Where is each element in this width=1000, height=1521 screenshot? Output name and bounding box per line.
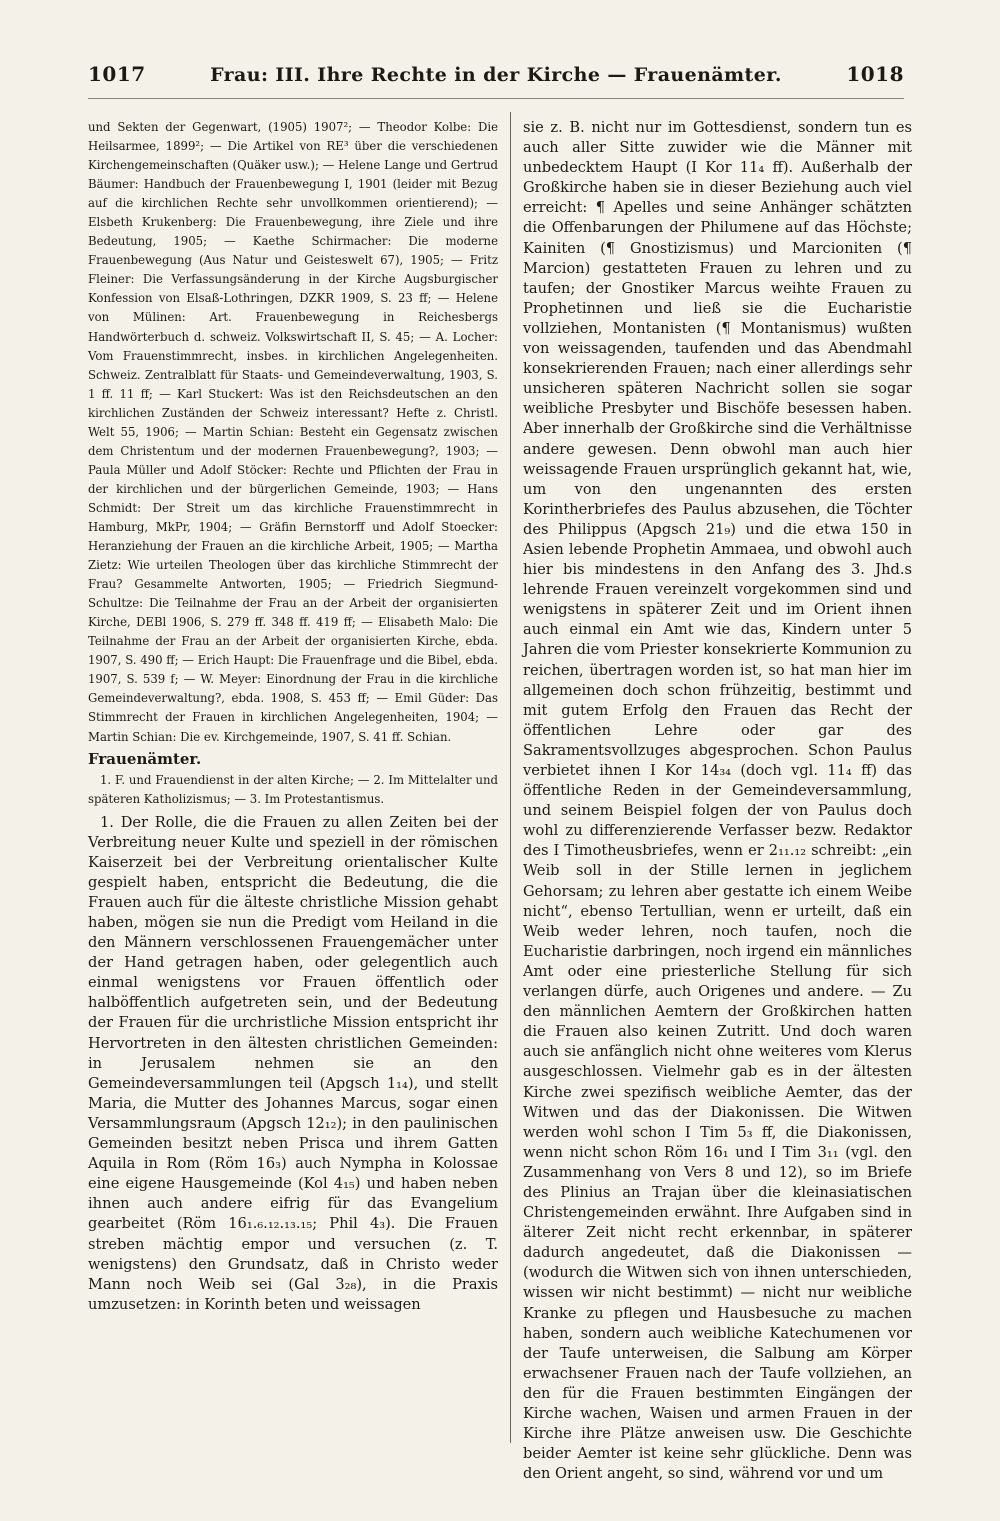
left-column xyxy=(88,118,498,1455)
body-paragraph-left: 1. Der Rolle, die die Frauen zu allen Zeiten bei der Verbreitung neuer Kulte und speziell in der römischen Kaiserzeit bei der Verbreitung orientalischer Kulte gespielt haben, entspricht die Bedeutung, die die Frauen auch für die älteste christliche Mission gehabt haben, mögen sie nun die Predigt vom Heiland in die den Männern verschlossenen Frauengemächer unter der Hand getragen haben, oder gelegentlich auch einmal wenigstens vor Frauen öffentlich oder halböffentlich aufgetreten sein, und der Bedeutung der Frauen für die urchristliche Mission entspricht ihr Hervortreten in den ältesten christlichen Gemeinden: in Jerusalem nehmen sie an den Gemeindeversammlungen teil (Apgsch 1₁₄), und stellt Maria, die Mutter des Johannes Marcus, sogar einen Versammlungsraum (Apgsch 12₁₂); in den paulinischen Gemeinden besitzt neben Prisca und ihrem Gatten Aquila in Rom (Röm 16₃) auch Nympha in Kolossae eine eigene Hausgemeinde (Kol 4₁₅) und haben neben ihnen auch andere eifrig für das Evangelium gearbeitet (Röm 16₁.₆.₁₂.₁₃.₁₅; Phil 4₃). Die Frauen streben mächtig empor und versuchen (z. T. wenigstens) den Grundsatz, daß in Christo weder Mann noch Weib sei (Gal 3₂₈), in die Praxis umzusetzen: in Korinth beten und weissagen xyxy=(88,813,498,1313)
running-title: Frau: III. Ihre Rechte in der Kirche — Frauenämter. xyxy=(210,64,782,86)
body-paragraph-right: sie z. B. nicht nur im Gottesdienst, sondern tun es auch aller Sitte zuwider wie die Männer mit unbedecktem Haupt (I Kor 11₄ ff). Außerhalb der Großkirche haben sie in dieser Beziehung auch viel erreicht: ¶ Apelles und seine Anhänger schätzten die Offenbarungen der Philumene auf das Höchste; Kainiten (¶ Gnostizismus) und Marcioniten (¶ Marcion) gestatteten Frauen zu lehren und zu taufen; der Gnostiker Marcus weihte Frauen zu Prophetinnen und ließ sie die Eucharistie vollziehen, Montanisten (¶ Montanismus) wußten von weissagenden, taufenden und das Abendmahl konsekrierenden Frauen; nach einer allerdings sehr unsicheren späteren Nachricht sollen sie sogar weibliche Presbyter und Bischöfe besessen haben. Aber innerhalb der Großkirche sind die Verhältnisse andere gewesen. Denn obwohl man auch hier weissagende Frauen ursprünglich gekannt hat, wie, um von den ungenannten des ersten Korintherbriefes des Paulus abzusehen, die Töchter des Philippus (Apgsch 21₉) und die etwa 150 in Asien lebende Prophetin Ammaea, und obwohl auch hier bis mindestens in den Anfang des 3. Jhd.s lehrende Frauen vereinzelt vorgekommen sind und wenigstens in späterer Zeit und im Orient ihnen auch einmal ein Amt wie das, Kindern unter 5 Jahren die vom Priester konsekrierte Kommunion zu reichen, übertragen worden ist, so hat man hier im allgemeinen doch schon frühzeitig, bestimmt und mit gutem Erfolg den Frauen das Recht der öffentlichen Lehre oder gar des Sakramentsvollzuges abgesprochen. Schon Paulus verbietet ihnen I Kor 14₃₄ (doch vgl. 11₄ ff) das öffentliche Reden in der Gemeindeversammlung, und seinem Beispiel folgen der von Paulus doch wohl zu differenzierende Verfasser bezw. Redaktor des I Timotheusbriefes, wenn er 2₁₁.₁₂ schreibt: „ein Weib soll in der Stille lernen in jeglichem Gehorsam; zu lehren aber gestatte ich einem Weibe nicht“, ebenso Tertullian, wenn er urteilt, daß ein Weib weder lehren, noch taufen, noch die Eucharistie darbringen, noch irgend ein männliches Amt oder eine priesterliche Stellung für sich verlangen dürfe, auch Origenes und andere. — Zu den männlichen Aemtern der Großkirchen hatten die Frauen also keinen Zutritt. Und doch waren auch sie anfänglich nicht ohne weiteres vom Klerus ausgeschlossen. Vielmehr gab es in der ältesten Kirche zwei spezifisch weibliche Aemter, das der Witwen und das der Diakonissen. Die Witwen werden wohl schon I Tim 5₃ ff, die Diakonissen, wenn nicht schon Röm 16₁ und I Tim 3₁₁ (vgl. den Zusammenhang von Vers 8 und 12), so im Briefe des Plinius an Trajan über die kleinasiatischen Christengemeinden erwähnt. Ihre Aufgaben sind in älterer Zeit nicht recht erkennbar, in späterer dadurch angedeutet, daß die Diakonissen — (wodurch die Witwen sich von ihnen unterschieden, wissen wir nicht bestimmt) — nicht nur weibliche Kranke zu pflegen und Hausbesuche zu machen haben, sondern auch weibliche Katechumenen vor der Taufe unterweisen, die Salbung am Körper erwachsener Frauen nach der Taufe vollziehen, an den für die Frauen bestimmten Eingängen der Kirche wachen, Waisen und armen Frauen in der Kirche ihre Plätze anweisen usw. Die Geschichte beider Aemter ist keine sehr glückliche. Denn was den Orient angeht, so sind, während vor und um xyxy=(523,119,912,1483)
column-divider xyxy=(510,112,511,1443)
right-page-number: 1018 xyxy=(846,62,904,86)
section-heading: Frauenämter. xyxy=(88,749,202,768)
right-column xyxy=(523,118,912,1483)
section-contents: 1. F. und Frauendienst in der alten Kirche; — 2. Im Mittelalter und späteren Katholizismus; — 3. Im Protestantismus. xyxy=(88,772,498,806)
bibliography-text: und Sekten der Gegenwart, (1905) 1907²; — Theodor Kolbe: Die Heilsarmee, 1899²; — Die Artikel von RE³ über die verschiedenen Kirchengemeinschaften (Quäker usw.); — Helene Lange und Gertrud Bäumer: Handbuch der Frauenbewegung I, 1901 (leider mit Bezug auf die kirchlichen Rechte sehr unvollkommen orientierend); — Elsbeth Krukenberg: Die Frauenbewegung, ihre Ziele und ihre Bedeutung, 1905; — Kaethe Schirmacher: Die moderne Frauenbewegung (Aus Natur und Geisteswelt 67), 1905; — Fritz Fleiner: Die Verfassungsänderung in der Kirche Augsburgischer Konfession von Elsaß-Lothringen, DZKR 1909, S. 23 ff; — Helene von Mülinen: Art. Frauenbewegung in Reichesbergs Handwörterbuch d. schweiz. Volkswirtschaft II, S. 45; — A. Locher: Vom Frauenstimmrecht, insbes. in kirchlichen Angelegenheiten. Schweiz. Zentralblatt für Staats- und Gemeindeverwaltung, 1903, S. 1 ff. 11 ff; — Karl Stuckert: Was ist den Reichsdeutschen an den kirchlichen Zuständen der Schweiz interessant? Hefte z. Christl. Welt 55, 1906; — Martin Schian: Besteht ein Gegensatz zwischen dem Christentum und der modernen Frauenbewegung?, 1903; — Paula Müller und Adolf Stöcker: Rechte und Pflichten der Frau in der kirchlichen und der bürgerlichen Gemeinde, 1903; — Hans Schmidt: Der Streit um das kirchliche Frauenstimmrecht in Hamburg, MkPr, 1904; — Gräfin Bernstorff und Adolf Stoecker: Heranziehung der Frauen an die kirchliche Arbeit, 1905; — Martha Zietz: Wie urteilen Theologen über das kirchliche Stimmrecht der Frau? Gesammelte Antworten, 1905; — Friedrich Siegmund-Schultze: Die Teilnahme der Frau an der Arbeit der organisierten Kirche, DEBl 1906, S. 279 ff. 348 ff. 419 ff; — Elisabeth Malo: Die Teilnahme der Frau an der Arbeit der organisierten Kirche, ebda. 1907, S. 490 ff; — Erich Haupt: Die Frauenfrage und die Bibel, ebda. 1907, S. 539 f; — W. Meyer: Einordnung der Frau in die kirchliche Gemeindeverwaltung?, ebda. 1908, S. 453 ff; — Emil Güder: Das Stimmrecht der Frauen in kirchlichen Angelegenheiten, 1904; — Martin Schian: Die ev. Kirchgemeinde, 1907, S. 41 ff. Schian. xyxy=(88,120,498,744)
running-header xyxy=(88,62,904,99)
left-page-number: 1017 xyxy=(88,62,146,86)
